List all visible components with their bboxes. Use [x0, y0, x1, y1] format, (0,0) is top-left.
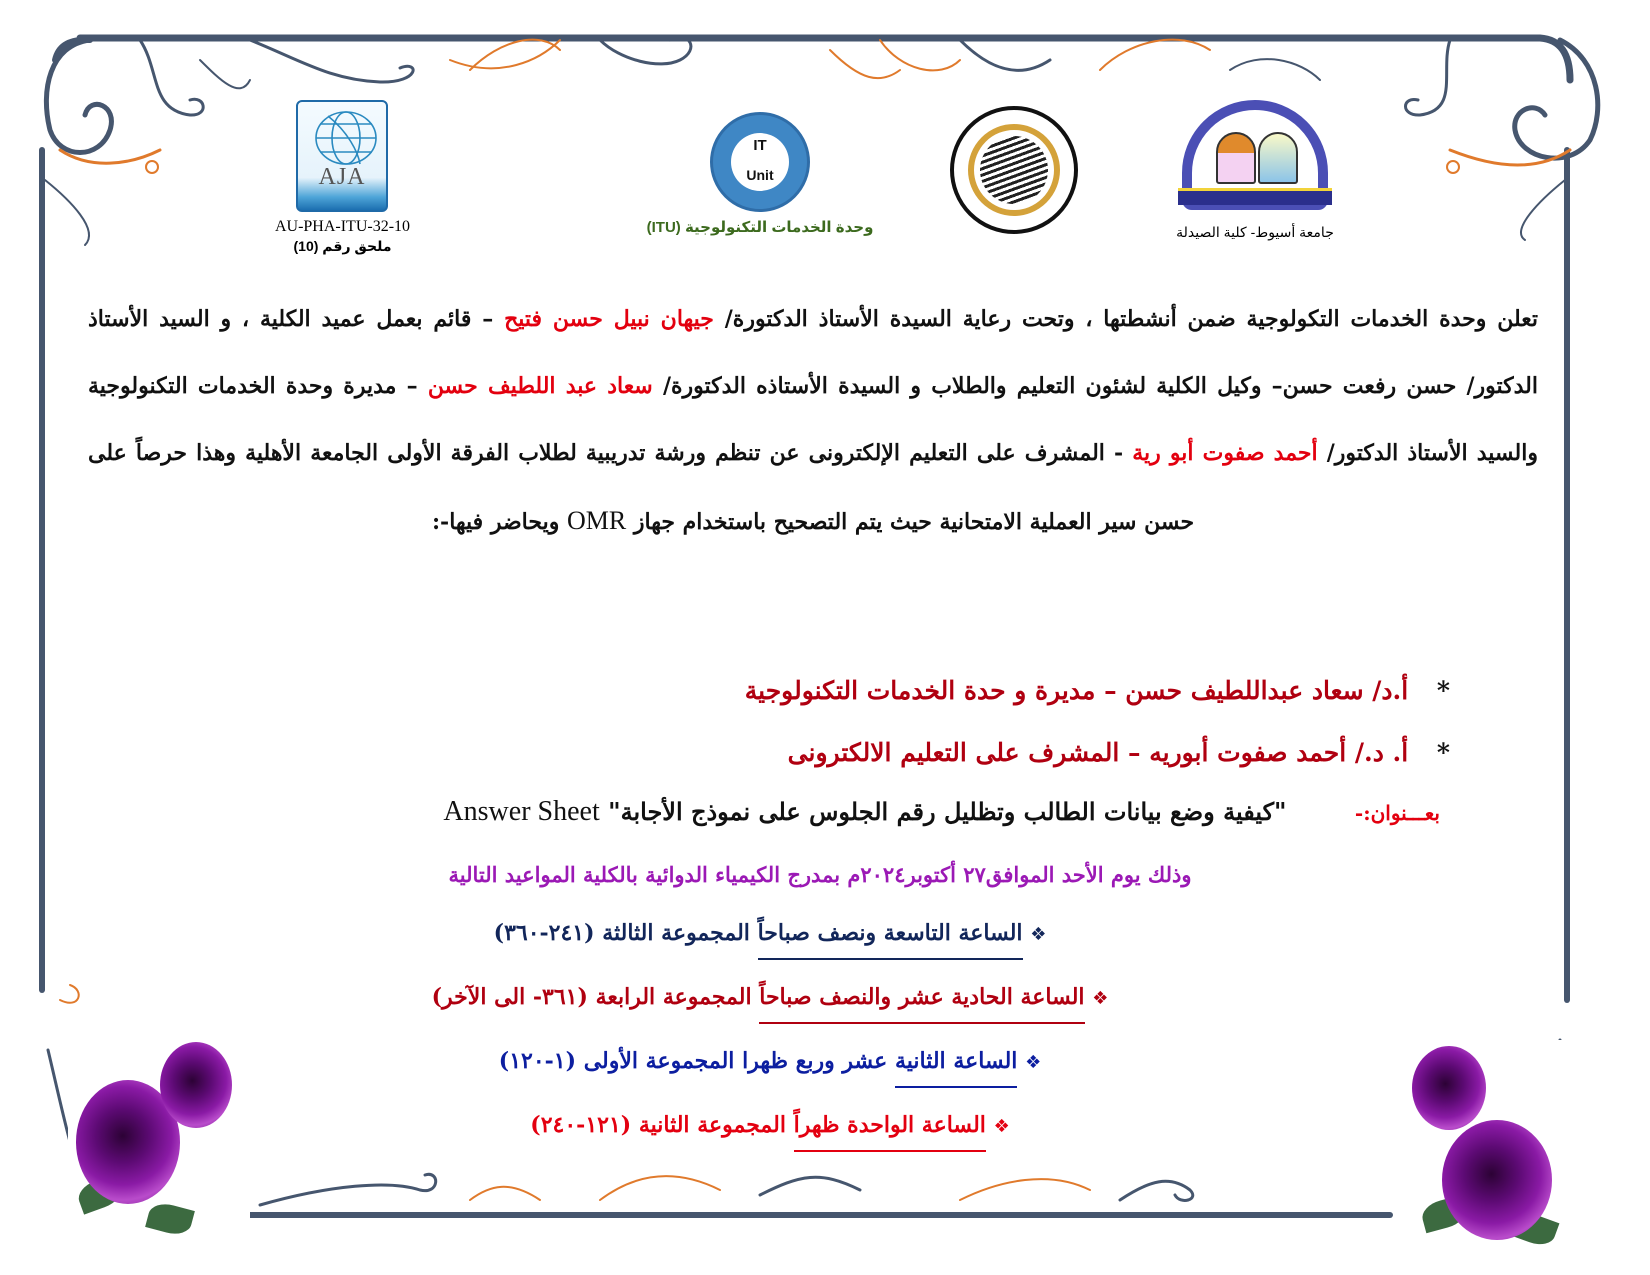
schedule-time: الساعة الواحدة ظهراً — [794, 1112, 986, 1152]
announcement-text-2: – قائم بعمل عميد الكلية ، و السيد الأستاذ الدكتور/ حسن رفعت حسن– وكيل الكلية لشئون التعليم والطلاب و السيدة الأستاذه الدكتورة/ — [88, 306, 1538, 399]
speaker-item — [745, 660, 1450, 722]
asterisk-bullet-icon: * — [1436, 738, 1450, 767]
speaker-item — [745, 722, 1450, 784]
aja-logo — [296, 100, 388, 212]
aja-logo-text: AJA — [318, 164, 366, 190]
title-english: Answer Sheet — [443, 796, 600, 827]
itu-caption: وحدة الخدمات التكنولوجية (ITU) — [646, 219, 874, 236]
date-venue-line: وذلك يوم الأحد الموافق٢٧ أكتوبر٢٠٢٤م بمدرج الكيمياء الدوائية بالكلية المواعيد التالية — [448, 862, 1192, 887]
itu-director-name: سعاد عبد اللطيف حسن — [427, 373, 653, 399]
announcement-paragraph — [88, 286, 1538, 556]
document-code: AU-PHA-ITU-32-10 — [274, 218, 411, 235]
schedule-group: عشر وربع ظهرا المجموعة الأولى (١-١٢٠) — [498, 1048, 888, 1074]
assiut-national-university-logo — [950, 106, 1078, 234]
purple-roses-right — [1402, 1040, 1584, 1268]
diamond-bullet-icon: ❖ — [993, 1116, 1010, 1137]
announcement-text-1: تعلن وحدة الخدمات التكولوجية ضمن أنشطتها ، وتحت رعاية السيدة الأستاذ الدكتورة/ — [724, 306, 1538, 332]
diamond-bullet-icon: ❖ — [1092, 988, 1109, 1009]
purple-roses-left — [68, 1030, 250, 1258]
asterisk-bullet-icon: * — [1436, 676, 1450, 705]
announcement-text-4: - المشرف على التعليم الإلكترونى عن تنظم ورشة تدريبية لطلاب الفرقة الأولى الجامعة الأهلية وهذا حرصاً على حسن سير العملية الامتحانية حيث يتم التصحيح باستخدام جهاز — [88, 440, 1195, 535]
schedule-item — [330, 1112, 1210, 1138]
schedule-group: المجموعة الثالثة (٢٤١-٣٦٠) — [493, 920, 750, 946]
itu-logo-bottom: Unit — [746, 167, 774, 183]
itu-logo-top: IT — [753, 137, 767, 154]
itu-logo — [710, 112, 810, 212]
announcement-text-3: – مديرة وحدة الخدمات التكنولوجية والسيد الأستاذ الدكتور/ — [88, 373, 1538, 466]
diamond-bullet-icon: ❖ — [1025, 1052, 1042, 1073]
schedule-item — [330, 920, 1210, 946]
workshop-title — [300, 796, 1440, 828]
annex-number: ملحق رقم (10) — [293, 238, 392, 254]
dean-name: جيهان نبيل حسن فتيح — [504, 306, 714, 332]
globe-icon — [298, 102, 386, 172]
faculty-of-pharmacy-logo — [1178, 100, 1332, 216]
schedule-time: الساعة الثانية — [895, 1048, 1017, 1088]
schedule-item — [330, 1048, 1210, 1074]
schedule-time: الساعة التاسعة ونصف صباحاً — [758, 920, 1023, 960]
schedule-time: الساعة الحادية عشر والنصف صباحاً — [759, 984, 1084, 1024]
schedule-item — [330, 984, 1210, 1010]
pharmacy-caption: جامعة أسيوط- كلية الصيدلة — [1176, 224, 1334, 240]
omr-label: OMR — [567, 506, 627, 535]
diamond-bullet-icon: ❖ — [1030, 924, 1047, 945]
speakers-list — [745, 660, 1450, 784]
elearning-supervisor-name: أحمد صفوت أبو رية — [1132, 440, 1318, 466]
schedule-group: المجموعة الرابعة (٣٦١- الى الآخر) — [431, 984, 752, 1010]
title-label: بعـــنوان:- — [1354, 801, 1440, 825]
schedule-group: المجموعة الثانية (١٢١-٢٤٠) — [530, 1112, 786, 1138]
speaker-text: أ.د/ سعاد عبداللطيف حسن – مديرة و حدة الخدمات التكنولوجية — [744, 676, 1409, 705]
announcement-text-5: ويحاضر فيها-: — [431, 509, 560, 535]
speaker-text: أ. د./ أحمد صفوت أبوريه – المشرف على التعليم الالكترونى — [787, 738, 1409, 767]
title-text: "كيفية وضع بيانات الطالب وتظليل رقم الجلوس على نموذج الأجابة" — [608, 797, 1287, 826]
